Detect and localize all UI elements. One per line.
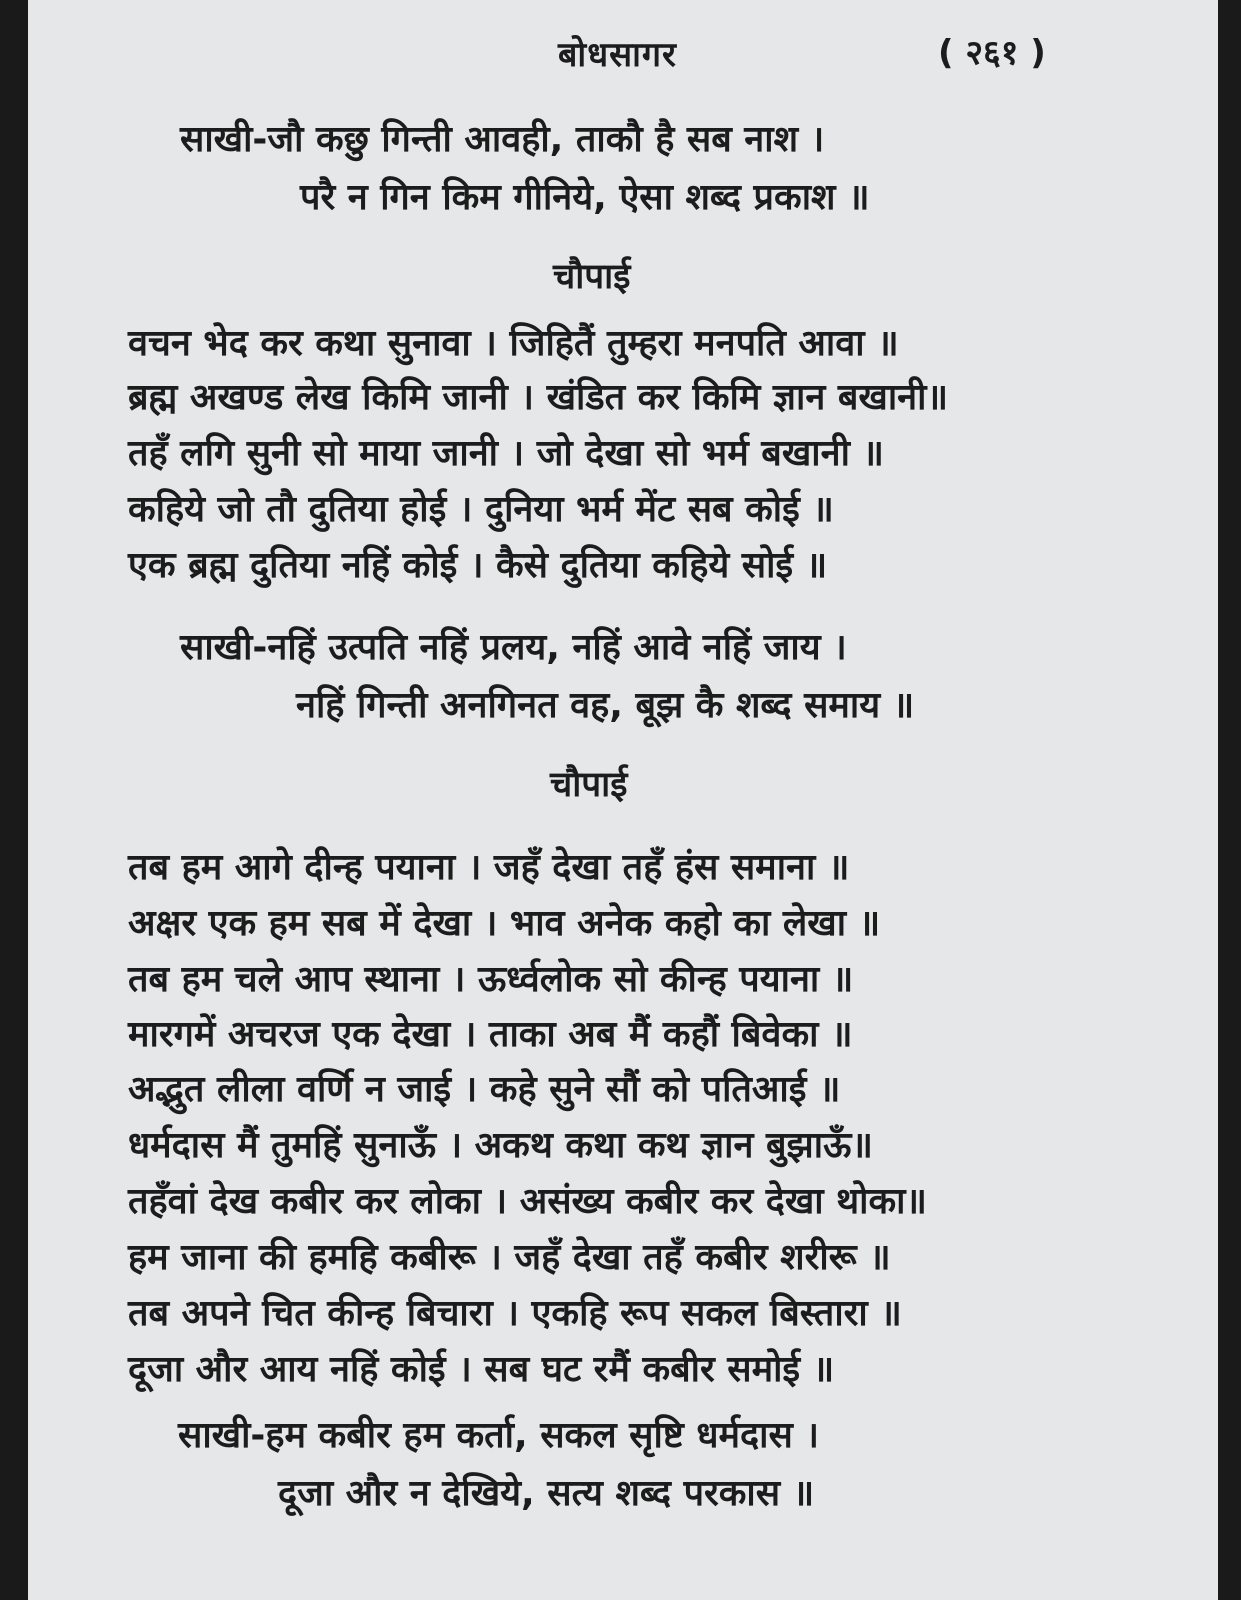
verse-line: दूजा और आय नहिं कोई । सब घट रमैं कबीर समोई ॥ — [128, 1349, 835, 1390]
verse-line: हम जाना की हमहि कबीरू । जहँ देखा तहँ कबीर शरीरू ॥ — [128, 1237, 891, 1278]
verse-line: तब अपने चित कीन्ह बिचारा । एकहि रूप सकल बिस्तारा ॥ — [128, 1293, 902, 1334]
verse-line: मारगमें अचरज एक देखा । ताका अब मैं कहौं बिवेका ॥ — [128, 1014, 853, 1055]
verse-line: धर्मदास मैं तुमहिं सुनाऊँ । अकथ कथा कथ ज्ञान बुझाऊँ॥ — [128, 1125, 873, 1166]
verse-line: तब हम आगे दीन्ह पयाना । जहँ देखा तहँ हंस समाना ॥ — [128, 847, 850, 888]
verse-line: अद्भुत लीला वर्णि न जाई । कहे सुने सौं को पतिआई ॥ — [128, 1069, 841, 1110]
verse-line: एक ब्रह्म दुतिया नहिं कोई । कैसे दुतिया कहिये सोई ॥ — [128, 545, 828, 586]
book-page — [28, 0, 1218, 1600]
chaupai-heading: चौपाई — [553, 257, 631, 297]
verse-line: तहँ लगि सुनी सो माया जानी । जो देखा सो भर्म बखानी ॥ — [128, 433, 884, 474]
page-number: ( २६१ ) — [938, 33, 1046, 73]
verse-line: तब हम चले आप स्थाना । ऊर्ध्वलोक सो कीन्ह पयाना ॥ — [128, 959, 854, 1000]
sakhi-line: साखी-जौ कछु गिन्ती आवही, ताकौ है सब नाश । — [180, 119, 825, 160]
page-header-title: बोधसागर — [558, 35, 677, 75]
verse-line: कहिये जो तौ दुतिया होई । दुनिया भर्म मेंट सब कोई ॥ — [128, 489, 834, 530]
sakhi-line: साखी-नहिं उत्पति नहिं प्रलय, नहिं आवे नहिं जाय । — [180, 627, 847, 668]
chaupai-heading: चौपाई — [550, 765, 628, 805]
verse-line: वचन भेद कर कथा सुनावा । जिहितैं तुम्हरा मनपति आवा ॥ — [128, 323, 899, 364]
sakhi-line: दूजा और न देखिये, सत्य शब्द परकास ॥ — [278, 1473, 815, 1514]
verse-line: तहँवां देख कबीर कर लोका । असंख्य कबीर कर देखा थोका॥ — [128, 1181, 928, 1222]
sakhi-line: नहिं गिन्ती अनगिनत वह, बूझ कै शब्द समाय ॥ — [296, 685, 915, 726]
verse-line: अक्षर एक हम सब में देखा । भाव अनेक कहो का लेखा ॥ — [128, 903, 881, 944]
verse-line: ब्रह्म अखण्ड लेख किमि जानी । खंडित कर किमि ज्ञान बखानी॥ — [128, 377, 949, 418]
sakhi-line: साखी-हम कबीर हम कर्ता, सकल सृष्टि धर्मदास । — [178, 1415, 819, 1456]
sakhi-line: परै न गिन किम गीनिये, ऐसा शब्द प्रकाश ॥ — [300, 177, 870, 218]
